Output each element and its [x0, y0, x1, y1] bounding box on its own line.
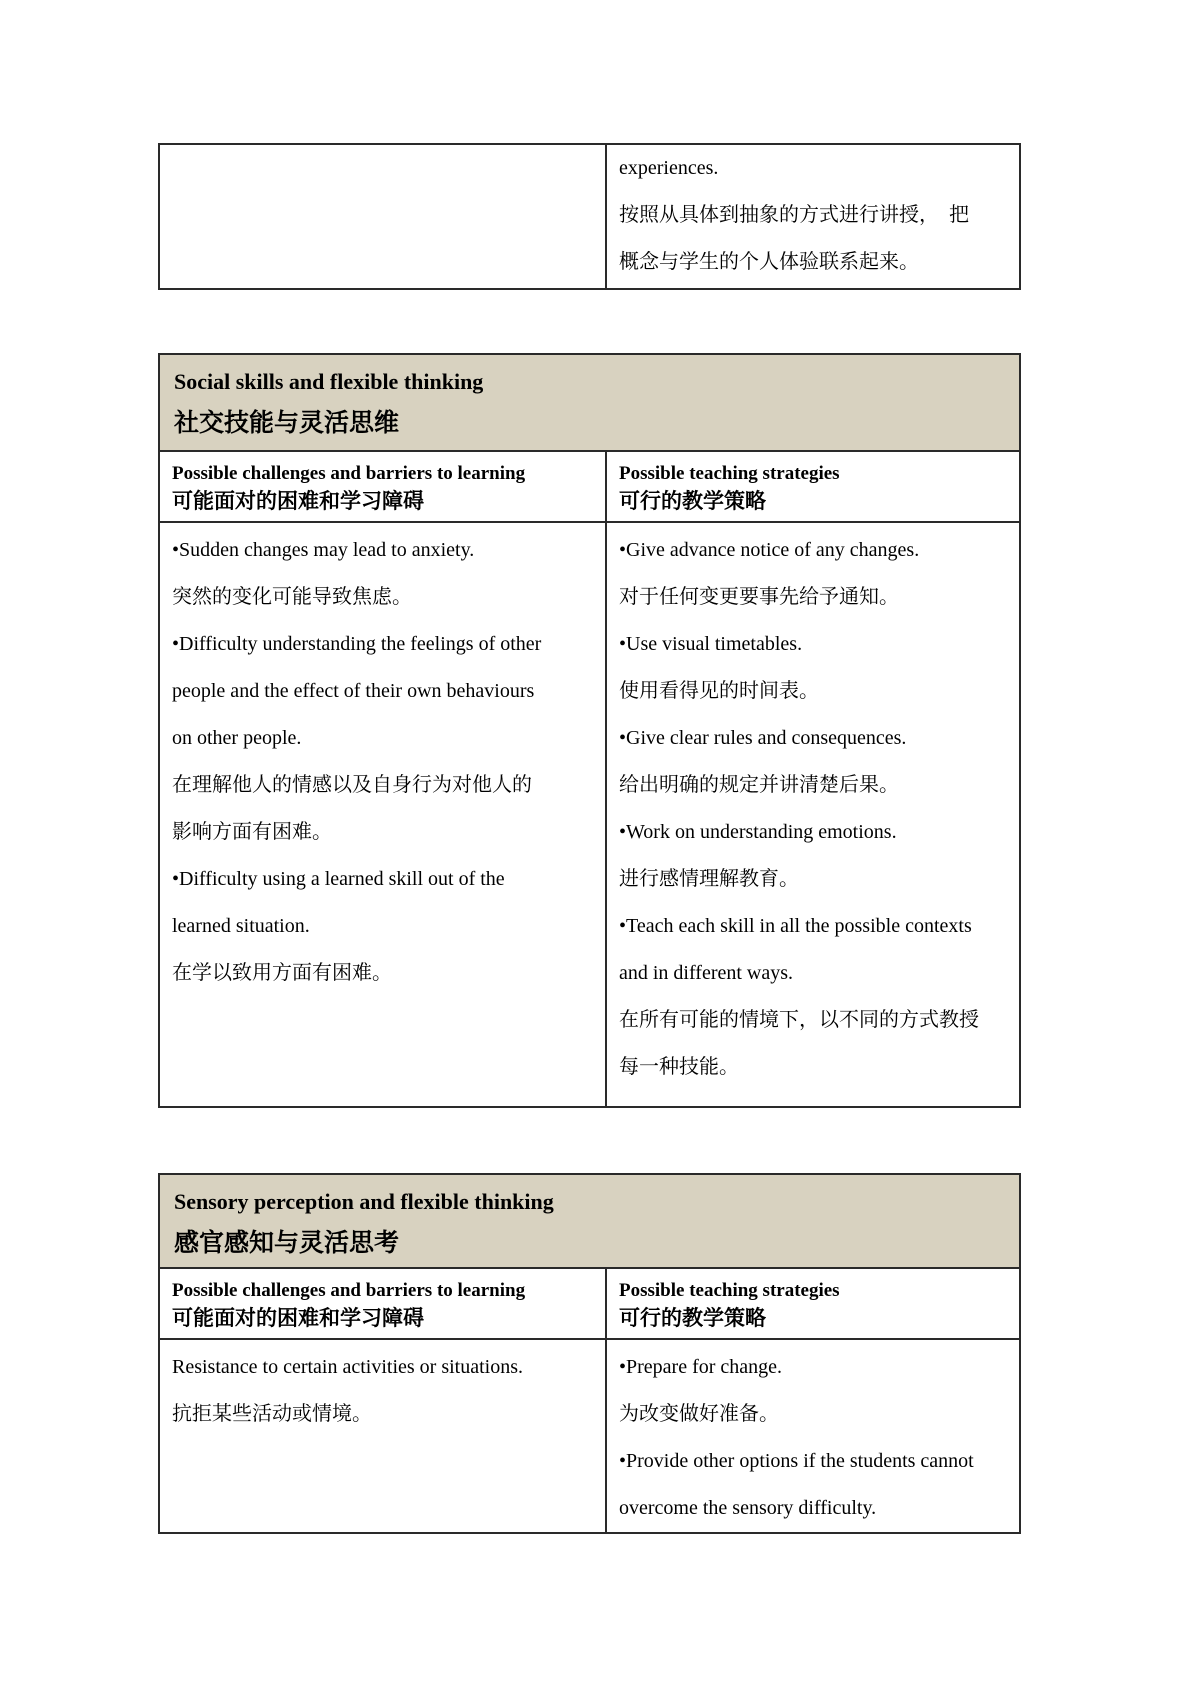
text-line: learned situation.	[172, 915, 310, 937]
text-line: •Teach each skill in all the possible contexts	[619, 915, 972, 937]
content-row	[160, 521, 1019, 1106]
section-title-zh: 社交技能与灵活思维	[174, 410, 400, 437]
text-line: 进行感情理解教育。	[619, 868, 799, 890]
column-header-en: Possible teaching strategies	[619, 1280, 840, 1301]
text-line: 每一种技能。	[619, 1056, 739, 1078]
text-line: 使用看得见的时间表。	[619, 680, 819, 702]
text-line: •Provide other options if the students cannot	[619, 1450, 974, 1472]
text-line: 在所有可能的情境下，以不同的方式教授	[619, 1009, 979, 1031]
text-line: 在学以致用方面有困难。	[172, 962, 392, 984]
text-line: 影响方面有困难。	[172, 821, 332, 843]
table-sensory-perception	[158, 1173, 1021, 1534]
text-line: 按照从具体到抽象的方式进行讲授， 把	[619, 204, 969, 226]
text-line: •Work on understanding emotions.	[619, 821, 897, 843]
challenges-cell	[160, 1340, 605, 1532]
section-header-sensory	[160, 1175, 1019, 1267]
text-line: people and the effect of their own behaviours	[172, 680, 535, 702]
text-line: 给出明确的规定并讲清楚后果。	[619, 774, 899, 796]
section-title-en: Social skills and flexible thinking	[174, 369, 484, 394]
section-header-social-skills	[160, 355, 1019, 450]
text-line: •Difficulty using a learned skill out of the	[172, 868, 505, 890]
text-line: Resistance to certain activities or situations.	[172, 1356, 524, 1378]
column-header-row	[160, 1267, 1019, 1338]
text-line: 对于任何变更要事先给予通知。	[619, 586, 899, 608]
column-header-challenges	[160, 452, 605, 521]
text-line: •Prepare for change.	[619, 1356, 783, 1378]
table-social-skills	[158, 353, 1021, 1108]
column-header-strategies	[605, 1269, 1019, 1338]
text-line: 抗拒某些活动或情境。	[172, 1403, 372, 1425]
section-title-zh: 感官感知与灵活思考	[174, 1230, 400, 1257]
text-line: •Give clear rules and consequences.	[619, 727, 907, 749]
strategies-cell	[605, 1340, 1019, 1532]
text-line: and in different ways.	[619, 962, 794, 984]
text-line: 在理解他人的情感以及自身行为对他人的	[172, 774, 532, 796]
text-line: •Sudden changes may lead to anxiety.	[172, 539, 475, 561]
column-header-en: Possible teaching strategies	[619, 463, 840, 484]
continuation-right-cell	[605, 145, 1019, 288]
section-title-en: Sensory perception and flexible thinking	[174, 1189, 554, 1214]
column-header-zh: 可行的教学策略	[619, 1306, 766, 1330]
text-line: on other people.	[172, 727, 302, 749]
content-row	[160, 1338, 1019, 1532]
column-header-zh: 可行的教学策略	[619, 489, 766, 513]
text-line: •Difficulty understanding the feelings of other	[172, 633, 542, 655]
column-header-challenges	[160, 1269, 605, 1338]
text-line: experiences.	[619, 157, 719, 179]
column-header-en: Possible challenges and barriers to learning	[172, 463, 526, 484]
continuation-left-cell-empty	[160, 145, 605, 288]
text-line: 突然的变化可能导致焦虑。	[172, 586, 412, 608]
column-header-strategies	[605, 452, 1019, 521]
challenges-cell	[160, 523, 605, 1106]
table-continuation	[158, 143, 1021, 290]
text-line: 概念与学生的个人体验联系起来。	[619, 251, 919, 273]
text-line: •Use visual timetables.	[619, 633, 803, 655]
column-header-zh: 可能面对的困难和学习障碍	[172, 489, 424, 513]
text-line: overcome the sensory difficulty.	[619, 1497, 877, 1519]
column-header-row	[160, 450, 1019, 521]
column-header-zh: 可能面对的困难和学习障碍	[172, 1306, 424, 1330]
text-line: 为改变做好准备。	[619, 1403, 779, 1425]
strategies-cell	[605, 523, 1019, 1106]
text-line: •Give advance notice of any changes.	[619, 539, 920, 561]
column-header-en: Possible challenges and barriers to learning	[172, 1280, 526, 1301]
